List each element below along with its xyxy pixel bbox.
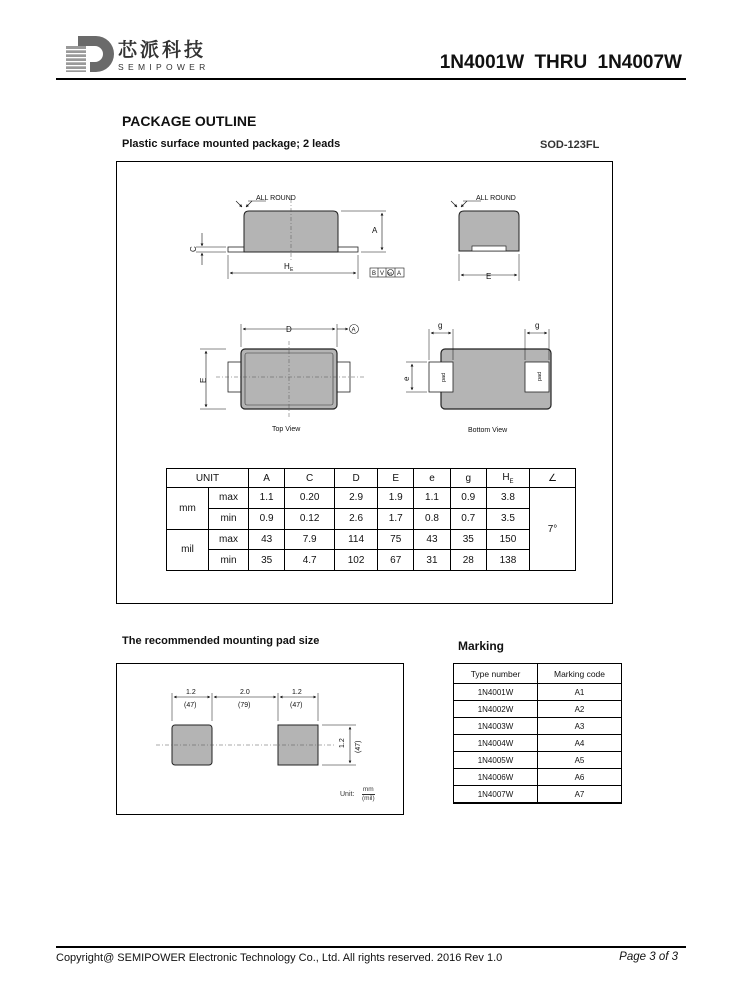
logo-chinese-name: 芯派科技	[118, 39, 207, 61]
datum-a-label: A	[351, 327, 356, 334]
table-row	[167, 529, 576, 550]
table-cell: 43	[249, 529, 285, 550]
row-label: min	[209, 508, 249, 529]
mounting-pad-drawing	[116, 663, 404, 815]
dim-label-he: H	[284, 262, 290, 271]
marking-type: 1N4006W	[454, 769, 538, 786]
tolerance-v: V	[380, 271, 385, 277]
angle-value: 7°	[530, 488, 576, 571]
marking-header-type: Type number	[454, 664, 538, 684]
unit-label: Unit:	[340, 791, 355, 798]
col-a: A	[249, 469, 285, 488]
dim-label-g-right: g	[535, 321, 540, 330]
dim-label-a: A	[372, 226, 378, 235]
marking-header-row	[454, 664, 622, 684]
row-label: max	[209, 529, 249, 550]
table-cell: 75	[378, 529, 414, 550]
pad-dim-1-mm: 1.2	[186, 689, 196, 696]
end-view-drawing	[451, 201, 519, 281]
top-view-caption: Top View	[272, 426, 301, 433]
table-cell: 0.12	[285, 508, 335, 529]
table-cell: 2.9	[335, 488, 378, 509]
marking-code: A7	[538, 786, 622, 803]
marking-type: 1N4001W	[454, 684, 538, 701]
header-divider	[56, 78, 686, 80]
table-row	[454, 718, 622, 735]
unit-mil: mil	[167, 529, 209, 571]
footer-divider	[56, 946, 686, 948]
unit-header: UNIT	[167, 469, 249, 488]
logo-mark-icon	[66, 36, 114, 72]
table-cell: 35	[450, 529, 486, 550]
dim-label-c: C	[189, 246, 198, 252]
mounting-pad-title: The recommended mounting pad size	[122, 635, 320, 647]
table-cell: 0.8	[414, 508, 450, 529]
table-cell: 31	[414, 550, 450, 571]
unit-numerator: mm	[362, 786, 374, 793]
table-row	[454, 735, 622, 752]
tolerance-b: B	[372, 271, 377, 277]
bottom-view-caption: Bottom View	[468, 427, 508, 434]
dimensions-table	[166, 468, 576, 571]
end-all-round-label: ALL ROUND	[476, 195, 516, 202]
pad-label-right: pad	[537, 371, 543, 381]
package-code: SOD-123FL	[540, 139, 600, 151]
col-he	[486, 469, 529, 488]
marking-type: 1N4007W	[454, 786, 538, 803]
table-row	[454, 786, 622, 803]
marking-title: Marking	[458, 639, 505, 653]
unit-fraction	[362, 786, 375, 803]
package-subtitle: Plastic surface mounted package; 2 leads	[122, 138, 341, 150]
marking-code: A3	[538, 718, 622, 735]
col-e-pitch: e	[414, 469, 450, 488]
table-header-row	[167, 469, 576, 488]
page-number: Page 3 of 3	[619, 951, 678, 963]
table-cell: 3.8	[486, 488, 529, 509]
table-cell: 3.5	[486, 508, 529, 529]
table-row	[167, 550, 576, 571]
table-cell: 43	[414, 529, 450, 550]
col-he-sub: E	[509, 478, 514, 485]
col-d: D	[335, 469, 378, 488]
side-all-round-label: ALL ROUND	[256, 195, 296, 202]
table-cell: 114	[335, 529, 378, 550]
row-label: max	[209, 488, 249, 509]
table-cell: 35	[249, 550, 285, 571]
pad-height-mm: 1.2	[339, 738, 346, 748]
table-cell: 1.7	[378, 508, 414, 529]
side-view-drawing	[196, 199, 404, 279]
marking-code: A2	[538, 701, 622, 718]
pad-dim-1-mil: (47)	[184, 702, 197, 709]
dim-label-d: D	[286, 325, 292, 334]
document-title: 1N4001W THRU 1N4007W	[439, 52, 682, 73]
table-row	[454, 684, 622, 701]
marking-code: A4	[538, 735, 622, 752]
table-cell: 1.1	[249, 488, 285, 509]
marking-type: 1N4002W	[454, 701, 538, 718]
dim-label-g-left: g	[438, 321, 443, 330]
pad-dim-2-mm: 2.0	[240, 689, 250, 696]
table-cell: 0.9	[249, 508, 285, 529]
dim-label-e-end: E	[486, 272, 492, 281]
col-g: g	[450, 469, 486, 488]
top-view-drawing	[200, 324, 366, 419]
pad-height-mil: (47)	[355, 740, 362, 753]
table-cell: 138	[486, 550, 529, 571]
col-c: C	[285, 469, 335, 488]
table-cell: 150	[486, 529, 529, 550]
table-row	[454, 752, 622, 769]
table-row	[167, 488, 576, 509]
bottom-view-drawing	[406, 329, 551, 409]
table-cell: 1.9	[378, 488, 414, 509]
col-angle: ∠	[530, 469, 576, 488]
dim-label-e-top: E	[199, 377, 208, 383]
unit-mm: mm	[167, 488, 209, 530]
col-e: E	[378, 469, 414, 488]
row-label: min	[209, 550, 249, 571]
dim-label-e-pitch: e	[402, 376, 411, 381]
table-cell: 0.20	[285, 488, 335, 509]
unit-denominator: (mil)	[362, 795, 375, 802]
table-cell: 0.9	[450, 488, 486, 509]
marking-type: 1N4005W	[454, 752, 538, 769]
table-cell: 67	[378, 550, 414, 571]
table-row	[167, 508, 576, 529]
logo-english-name: SEMIPOWER	[118, 62, 210, 72]
tolerance-m: M	[388, 271, 392, 276]
pad-dim-3-mil: (47)	[290, 702, 303, 709]
table-cell: 102	[335, 550, 378, 571]
table-row	[454, 769, 622, 786]
table-cell: 0.7	[450, 508, 486, 529]
section-title: PACKAGE OUTLINE	[122, 113, 257, 129]
marking-code: A5	[538, 752, 622, 769]
pad-dim-3-mm: 1.2	[292, 689, 302, 696]
marking-header-code: Marking code	[538, 664, 622, 684]
table-cell: 4.7	[285, 550, 335, 571]
pad-shapes	[156, 725, 336, 765]
table-cell: 28	[450, 550, 486, 571]
marking-code: A1	[538, 684, 622, 701]
dim-label-he-sub: E	[290, 267, 294, 273]
pad-label-left: pad	[441, 372, 447, 382]
copyright-text: Copyright@ SEMIPOWER Electronic Technology Co., Ltd. All rights reserved. 2016 Rev 1.0	[56, 952, 503, 964]
col-he-main: H	[502, 471, 510, 483]
table-row	[454, 701, 622, 718]
pad-dim-2-mil: (79)	[238, 702, 251, 709]
marking-code: A6	[538, 769, 622, 786]
table-cell: 2.6	[335, 508, 378, 529]
table-cell: 1.1	[414, 488, 450, 509]
table-cell: 7.9	[285, 529, 335, 550]
marking-table	[453, 663, 622, 803]
marking-type: 1N4004W	[454, 735, 538, 752]
marking-type: 1N4003W	[454, 718, 538, 735]
tolerance-a: A	[397, 271, 402, 277]
